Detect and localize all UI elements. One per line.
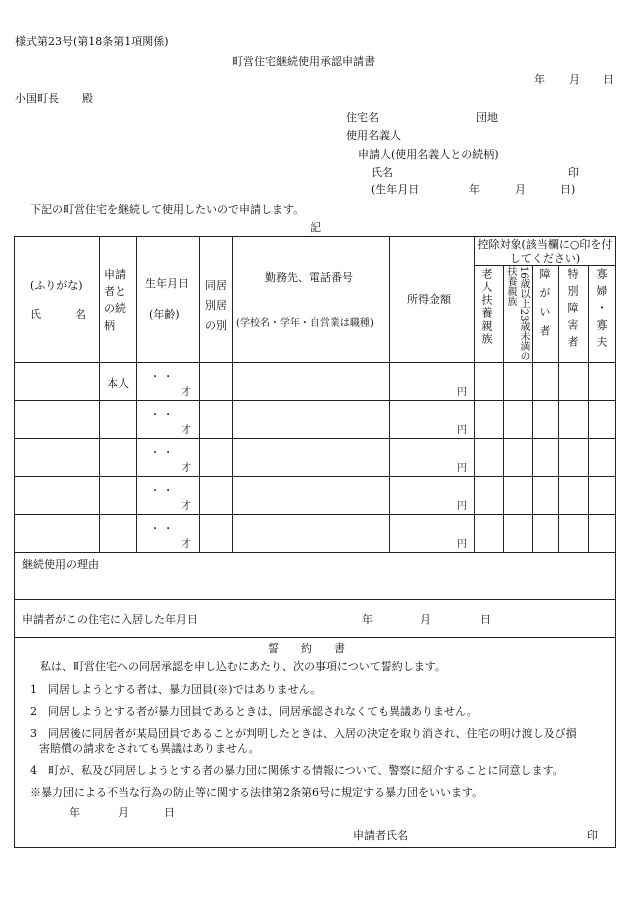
deduction-header: 控除対象(該当欄に○印を付してください) <box>477 238 613 265</box>
seal-mark: 印 <box>568 166 579 179</box>
birth-dots: ・ ・ <box>150 448 174 459</box>
birth-day: 日) <box>560 183 576 196</box>
birth-month: 月 <box>515 183 526 196</box>
col-work-sub: (学校名・学年・自営業は職種) <box>236 318 374 329</box>
sign-label: 申請者氏名 <box>353 829 408 842</box>
col-cohabit: 同居別居の別 <box>205 279 227 332</box>
age-unit: 才 <box>181 463 191 474</box>
pledge-item-3-cont: 害賠償の請求をされても異議はありません。 <box>39 742 260 755</box>
age-unit: 才 <box>181 387 191 398</box>
pledge-title: 誓 約 書 <box>268 642 345 655</box>
yen-unit: 円 <box>457 425 467 436</box>
birth-dots: ・ ・ <box>150 486 174 497</box>
sub-elderly: 老人扶養親族 <box>480 268 493 346</box>
pledge-item-1: 1 同居しようとする者は、暴力団員(※)ではありません。 <box>30 683 322 696</box>
birth-dots: ・ ・ <box>150 372 174 383</box>
age-unit: 才 <box>181 539 191 550</box>
pledge-date-month: 月 <box>118 806 129 819</box>
movein-month: 月 <box>420 613 431 626</box>
form-number: 様式第23号(第18条第1項関係) <box>15 35 169 48</box>
reason-label: 継続使用の理由 <box>22 558 99 571</box>
pledge-date-year: 年 <box>69 806 80 819</box>
birth-year: 年 <box>469 183 480 196</box>
sub-disabled: 障がい者 <box>538 268 551 344</box>
intro-text: 下記の町営住宅を継続して使用したいので申請します。 <box>30 203 305 216</box>
ki-mark: 記 <box>310 221 321 234</box>
col-furigana: (ふりがな) <box>30 279 83 292</box>
col-income: 所得金額 <box>407 293 451 306</box>
col-name-1: 氏 <box>30 308 41 321</box>
yen-unit: 円 <box>457 387 467 398</box>
movein-label: 申請者がこの住宅に入居した年月日 <box>22 613 198 626</box>
col-relation: 申請者との続柄 <box>104 268 126 332</box>
honorific: 殿 <box>82 92 93 105</box>
col-age: (年齢) <box>149 308 180 321</box>
self-label: 本人 <box>107 377 129 390</box>
page-title: 町営住宅継続使用承認申請書 <box>232 55 375 68</box>
sub-special: 特別障害者 <box>566 268 579 353</box>
yen-unit: 円 <box>457 501 467 512</box>
pledge-note: ※暴力団による不当な行為の防止等に関する法律第2条第6号に規定する暴力団をいいます。 <box>30 786 484 799</box>
pledge-date-day: 日 <box>164 806 175 819</box>
yen-unit: 円 <box>457 539 467 550</box>
date-day: 日 <box>603 73 614 86</box>
holder-label: 使用名義人 <box>346 129 401 142</box>
danchi-label: 団地 <box>476 111 498 124</box>
col-birth: 生年月日 <box>145 277 189 290</box>
col-work: 勤務先、電話番号 <box>265 271 353 284</box>
date-month: 月 <box>569 73 580 86</box>
applicant-label: 申請人(使用名義人との続柄) <box>358 148 499 161</box>
pledge-item-3: 3 同居後に同居者が某局団員であることが判明したときは、入居の決定を取り消され、住宅の明け渡し及び損 <box>30 727 577 740</box>
movein-year: 年 <box>362 613 373 626</box>
movein-day: 日 <box>480 613 491 626</box>
name-label: 氏名 <box>371 166 393 179</box>
house-name-label: 住宅名 <box>346 111 379 124</box>
col-name-2: 名 <box>75 308 86 321</box>
birth-dots: ・ ・ <box>150 524 174 535</box>
age-unit: 才 <box>181 425 191 436</box>
date-year: 年 <box>534 73 545 86</box>
sub-widow: 寡婦・寡夫 <box>595 268 608 353</box>
pledge-item-4: 4 町が、私及び同居しようとする者の暴力団に関係する情報について、警察に紹介することに同意します。 <box>30 764 564 777</box>
sign-seal: 印 <box>587 829 598 842</box>
yen-unit: 円 <box>457 463 467 474</box>
birth-label: (生年月日 <box>371 183 420 196</box>
sub-specific: 16歳以上23歳未満の扶養親族 <box>505 266 529 362</box>
birth-dots: ・ ・ <box>150 410 174 421</box>
addressee: 小国町長 <box>15 92 59 105</box>
age-unit: 才 <box>181 501 191 512</box>
pledge-item-2: 2 同居しようとする者が暴力団員であるときは、同居承認されなくても異議ありません。 <box>30 705 478 718</box>
pledge-lead: 私は、町営住宅への同居承認を申し込むにあたり、次の事項について誓約します。 <box>40 660 446 673</box>
